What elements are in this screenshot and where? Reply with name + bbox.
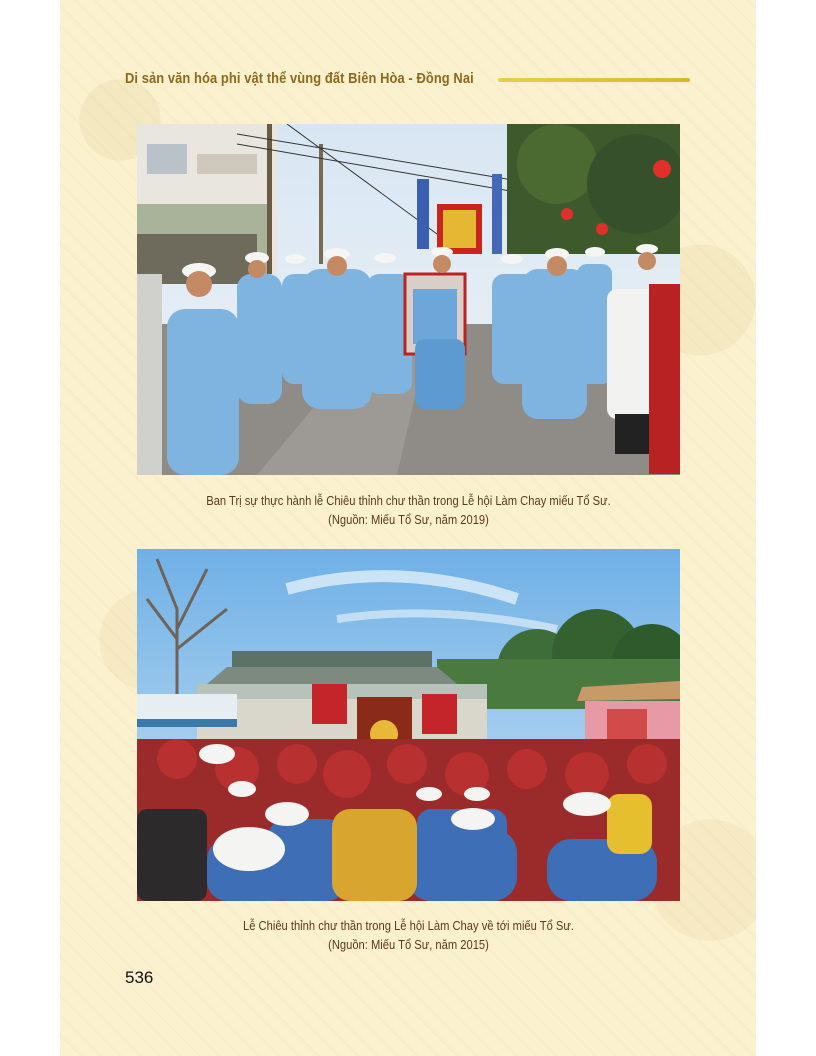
- figure-1-caption: [137, 491, 680, 529]
- festival-crowd-photo: [137, 549, 680, 901]
- figure-1-caption-source: (Nguồn: Miếu Tổ Sư, năm 2019): [328, 512, 489, 527]
- figure-2-caption-line-1: Lễ Chiêu thỉnh chư thần trong Lễ hội Làm Chay về tới miếu Tổ Sư.: [243, 918, 574, 933]
- page-number: 536: [125, 968, 154, 987]
- figure-2-caption-source: (Nguồn: Miếu Tổ Sư, năm 2015): [328, 937, 489, 952]
- figure-1-caption-line-1: Ban Trị sự thực hành lễ Chiêu thỉnh chư thần trong Lễ hội Làm Chay miếu Tổ Sư.: [206, 493, 611, 508]
- figure-2-caption: [137, 916, 680, 954]
- running-header-title: Di sản văn hóa phi vật thể vùng đất Biên Hòa - Đồng Nai: [125, 70, 474, 87]
- header-rule: [498, 78, 690, 82]
- procession-photo: [137, 124, 680, 475]
